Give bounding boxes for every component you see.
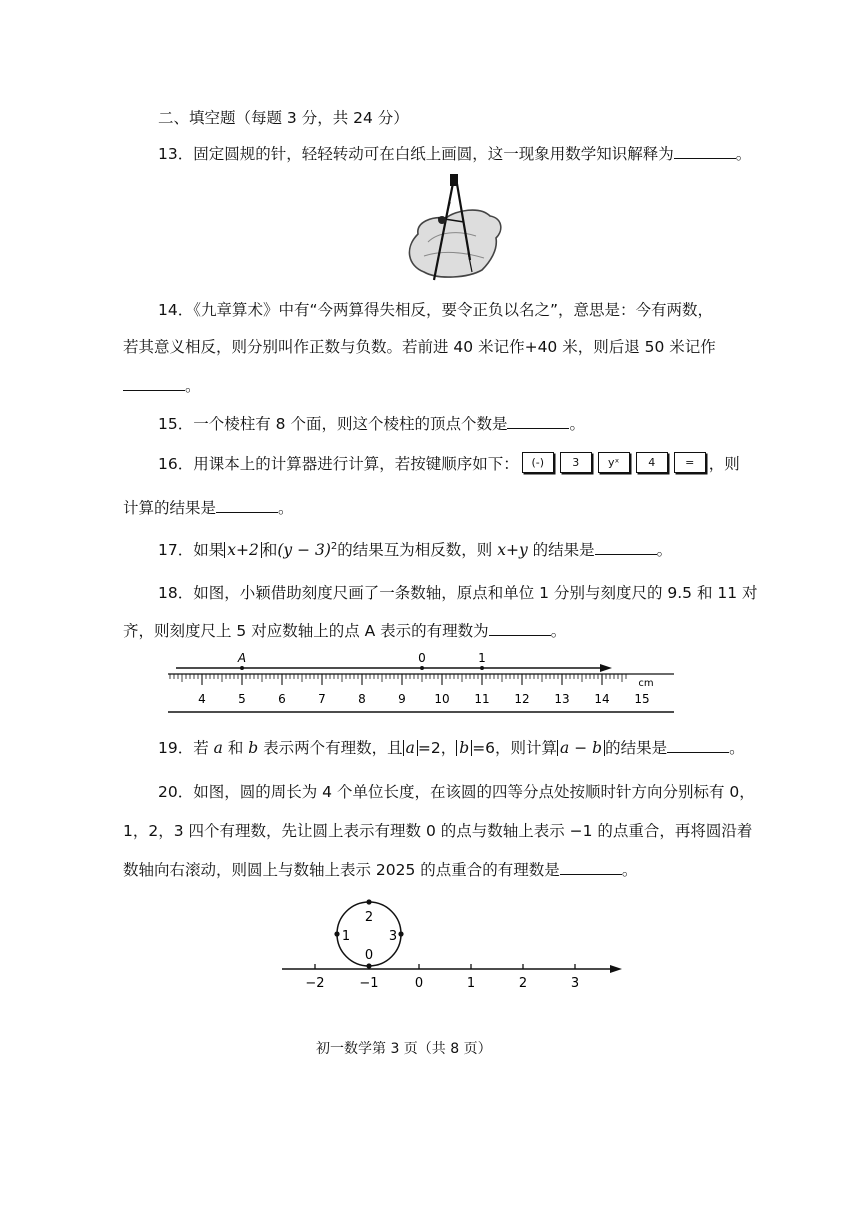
- abs-expression: x+2: [224, 542, 262, 558]
- ruler-label: 12: [514, 692, 530, 706]
- question-13: 13．固定圆规的针，轻轻转动可在白纸上画圆，这一现象用数学知识解释为 。: [158, 145, 752, 163]
- question-16-line2: 计算的结果是 。: [123, 499, 294, 517]
- axis-origin-dot: [420, 666, 424, 670]
- number-line-label: −2: [305, 976, 325, 991]
- question-19: 19．若 a 和 b 表示两个有理数，且 a =2， b =6，则计算 a − b 的结果是 。: [158, 739, 745, 757]
- question-20-line1: 20．如图，圆的周长为 4 个单位长度，在该圆的四等分点处按顺时针方向分别标有 0，: [158, 783, 755, 801]
- number-line-arrow: [610, 965, 622, 973]
- ruler-figure: [160, 648, 680, 718]
- number-line-label: 3: [570, 976, 580, 991]
- abs-a-minus-b: a − b: [557, 740, 605, 756]
- key-power: yˣ: [598, 452, 630, 473]
- answer-blank[interactable]: [123, 376, 185, 391]
- key-negative: (-): [522, 452, 554, 473]
- question-14-line2: 若其意义相反，则分别叫作正数与负数。若前进 40 米记作+40 米，则后退 50 米记作: [123, 338, 716, 356]
- answer-blank[interactable]: [216, 498, 278, 513]
- answer-blank[interactable]: [667, 738, 729, 753]
- question-16-line1: 16．用课本上的计算器进行计算，若按键顺序如下： (-) 3 yˣ 4 = ，则: [158, 452, 740, 475]
- question-18-line1: 18．如图，小颖借助刻度尺画了一条数轴，原点和单位 1 分别与刻度尺的 9.5 和 11 对: [158, 584, 758, 602]
- ruler-label: 8: [358, 692, 366, 706]
- ruler-label: 13: [554, 692, 570, 706]
- key-3: 3: [560, 452, 592, 473]
- number-line-label: 1: [466, 976, 476, 991]
- point-a-label: A: [237, 651, 247, 665]
- circle-label-2: 2: [364, 910, 374, 925]
- answer-blank[interactable]: [595, 540, 657, 555]
- axis-arrow: [600, 664, 612, 672]
- axis-origin-label: 0: [418, 651, 426, 665]
- ruler-label: 14: [594, 692, 610, 706]
- ruler-label: 4: [198, 692, 206, 706]
- ruler-unit: cm: [638, 678, 654, 689]
- circle-label-3: 3: [388, 929, 398, 944]
- circle-label-1: 1: [341, 929, 351, 944]
- ruler-labels: [198, 692, 649, 706]
- answer-blank[interactable]: [674, 144, 736, 159]
- point-a-dot: [240, 666, 244, 670]
- answer-blank[interactable]: [489, 621, 551, 636]
- number-line-label: 0: [414, 976, 424, 991]
- section-title: 二、填空题（每题 3 分，共 24 分）: [158, 109, 409, 127]
- ruler-label: 15: [634, 692, 650, 706]
- question-20-line2: 1，2，3 四个有理数，先让圆上表示有理数 0 的点与数轴上表示 −1 的点重合，再将圆沿着: [123, 822, 753, 840]
- question-17: 17．如果 x+2 和$(y - 3)^2$的结果互为相反数，则 x+y 的结果是 。: [158, 540, 673, 559]
- circle-point-top: [366, 899, 371, 904]
- question-14-line3: 。: [123, 374, 201, 396]
- question-18-line2: 齐，则刻度尺上 5 对应数轴上的点 A 表示的有理数为 。: [123, 622, 567, 640]
- ruler-label: 5: [238, 692, 246, 706]
- ruler-ticks: [170, 674, 626, 685]
- ruler-label: 7: [318, 692, 326, 706]
- ruler-label: 10: [434, 692, 450, 706]
- answer-blank[interactable]: [560, 860, 622, 875]
- circle-label-0: 0: [364, 948, 374, 963]
- question-20-line3: 数轴向右滚动，则圆上与数轴上表示 2025 的点重合的有理数是 。: [123, 861, 638, 879]
- question-14-line1: 14．《九章算术》中有“今两算得失相反，要令正负以名之”，意思是：今有两数，: [158, 301, 714, 319]
- question-15: 15．一个棱柱有 8 个面，则这个棱柱的顶点个数是 。: [158, 415, 585, 433]
- answer-blank[interactable]: [507, 414, 569, 429]
- number-line-label: 2: [518, 976, 528, 991]
- key-4: 4: [636, 452, 668, 473]
- ruler-label: 6: [278, 692, 286, 706]
- circle-point-right: [398, 931, 403, 936]
- page-footer: 初一数学第 3 页（共 8 页）: [316, 1041, 492, 1057]
- circle-number-line-figure: [278, 893, 630, 993]
- ruler-label: 11: [474, 692, 490, 706]
- axis-unit-label: 1: [478, 651, 486, 665]
- circle-point-left: [334, 931, 339, 936]
- abs-b: b: [456, 740, 472, 756]
- abs-a: a: [403, 740, 418, 756]
- number-line-ticks: [305, 964, 579, 991]
- number-line-label: −1: [359, 976, 379, 991]
- compass-illustration: [398, 172, 508, 284]
- ruler-label: 9: [398, 692, 406, 706]
- axis-unit-dot: [480, 666, 484, 670]
- key-equals: =: [674, 452, 706, 473]
